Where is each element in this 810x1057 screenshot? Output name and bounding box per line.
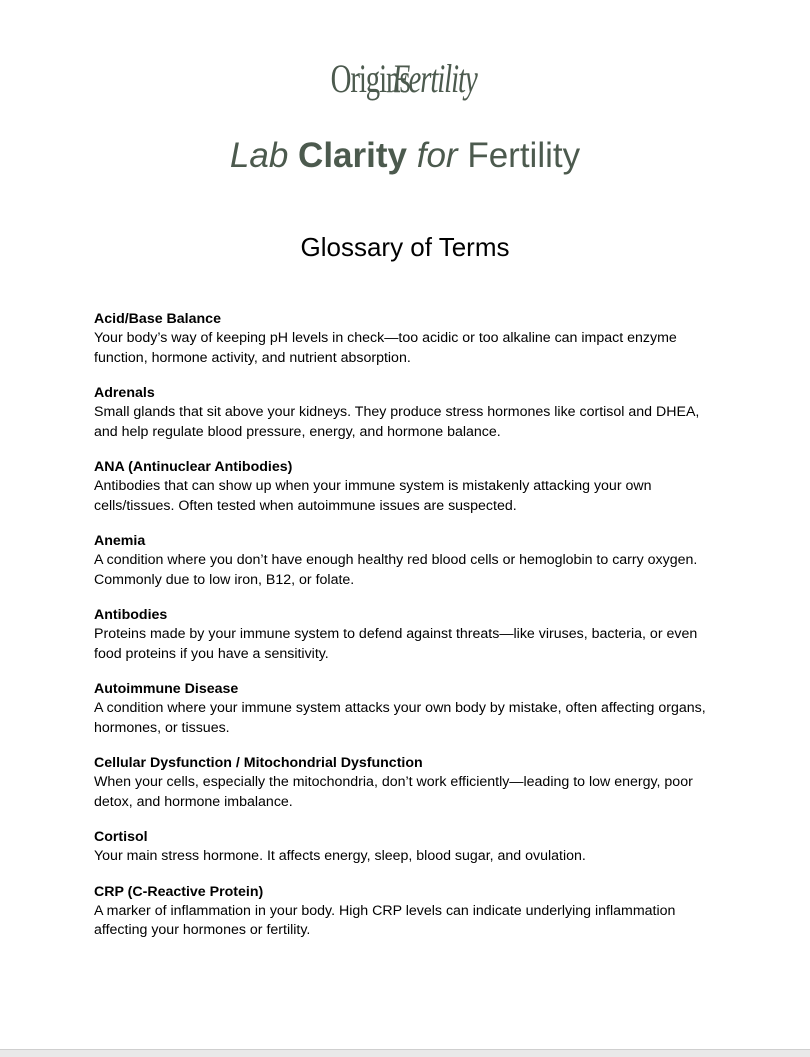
- logo-text-origins: Origins: [331, 56, 410, 101]
- title-word-lab: Lab: [229, 136, 289, 175]
- term-definition: Proteins made by your immune system to defend against threats—like viruses, bacteria, or even food proteins if you have a sensitivity.: [94, 626, 698, 662]
- title-word-clarity: Clarity: [298, 136, 407, 175]
- term-name: Autoimmune Disease: [94, 681, 239, 697]
- glossary-entry: [94, 384, 724, 442]
- term-name: Antibodies: [94, 607, 168, 623]
- term-definition: A condition where you don’t have enough healthy red blood cells or hemoglobin to carry oxygen. Commonly due to low iron, B12, or folate.: [94, 552, 698, 588]
- glossary-entry: [94, 606, 724, 664]
- title-word-for: for: [416, 136, 458, 175]
- term-definition: A condition where your immune system attacks your own body by mistake, often affecting organs, hormones, or tissues.: [94, 700, 706, 736]
- glossary-term-list: [94, 310, 724, 957]
- glossary-heading: Glossary of Terms: [300, 232, 510, 262]
- term-definition: A marker of inflammation in your body. High CRP levels can indicate underlying inflammation affecting your hormones or fertility.: [94, 902, 676, 938]
- document-title: [0, 134, 810, 178]
- term-definition: Your main stress hormone. It affects energy, sleep, blood sugar, and ovulation.: [94, 848, 586, 864]
- term-name: ANA (Antinuclear Antibodies): [94, 459, 293, 475]
- logo-text-fertility: Fertility: [391, 56, 477, 101]
- term-definition: Antibodies that can show up when your immune system is mistakenly attacking your own cells/tissues. Often tested when autoimmune issues are suspected.: [94, 478, 652, 514]
- origins-fertility-logo: [0, 54, 810, 104]
- glossary-entry: [94, 458, 724, 516]
- glossary-entry: [94, 532, 724, 590]
- glossary-entry: [94, 754, 724, 812]
- glossary-entry: [94, 680, 724, 738]
- term-definition: Your body’s way of keeping pH levels in check—too acidic or too alkaline can impact enzyme function, hormone activity, and nutrient absorption.: [94, 330, 677, 366]
- term-definition: Small glands that sit above your kidneys. They produce stress hormones like cortisol and DHEA, and help regulate blood pressure, energy, and hormone balance.: [94, 404, 700, 440]
- title-word-fertility: Fertility: [467, 136, 581, 175]
- term-definition: When your cells, especially the mitochondria, don’t work efficiently—leading to low energy, poor detox, and hormone imbalance.: [94, 774, 693, 810]
- term-name: Cortisol: [94, 829, 148, 845]
- term-name: Adrenals: [94, 385, 155, 401]
- glossary-entry: [94, 828, 724, 867]
- term-name: Cellular Dysfunction / Mitochondrial Dysfunction: [94, 755, 423, 771]
- glossary-entry: [94, 883, 724, 941]
- term-name: Anemia: [94, 533, 146, 549]
- term-name: Acid/Base Balance: [94, 311, 221, 327]
- term-name: CRP (C-Reactive Protein): [94, 883, 264, 900]
- glossary-entry: [94, 310, 724, 368]
